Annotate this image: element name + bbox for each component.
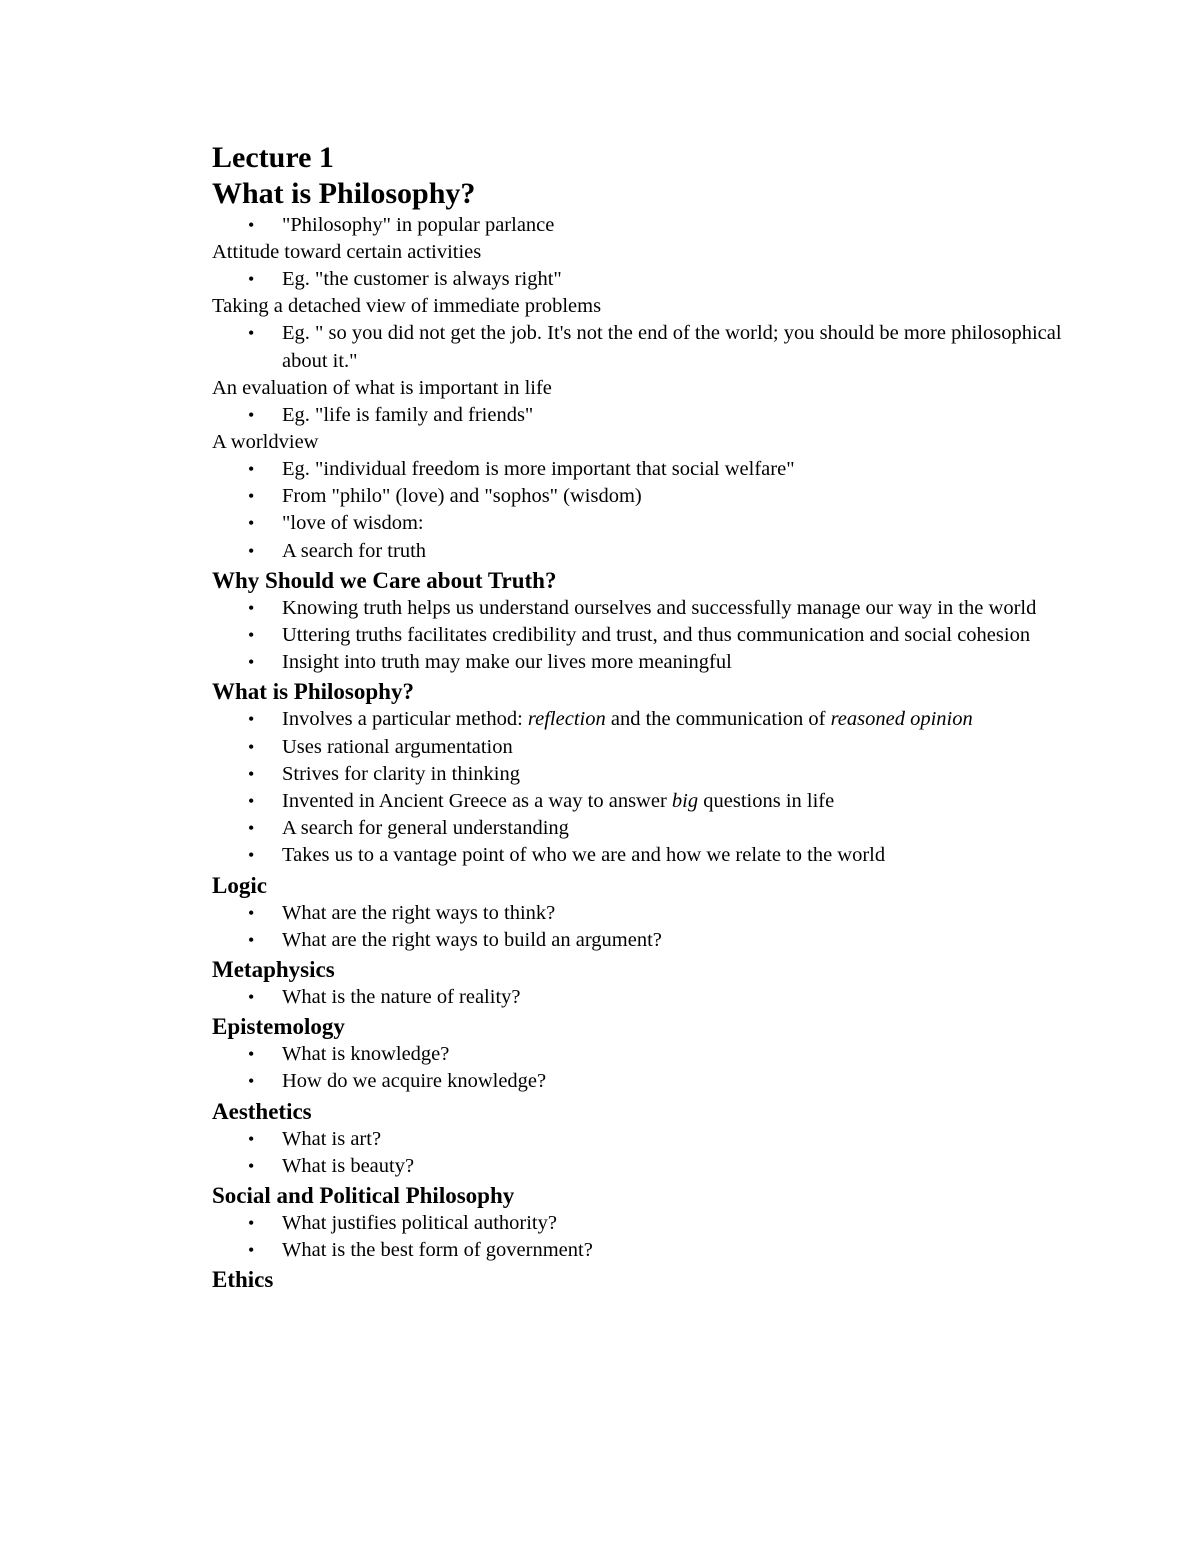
bullet-icon: • xyxy=(248,459,255,480)
bullet-icon: • xyxy=(248,1071,255,1092)
section-heading-ethics: Ethics xyxy=(212,1267,274,1293)
bullet-icon: • xyxy=(248,404,255,425)
bullet-icon: • xyxy=(248,763,255,784)
bullet-icon: • xyxy=(248,540,255,561)
section-heading-epistemology: Epistemology xyxy=(212,1014,345,1040)
bullet-icon: • xyxy=(248,269,255,290)
bullet-icon: • xyxy=(248,987,255,1008)
bullet-icon: • xyxy=(248,625,255,646)
section-heading-logic: Logic xyxy=(212,872,267,898)
list-item: • Eg. " so you did not get the job. It's not the end of the world; you should be more philosophical about it." xyxy=(248,322,1062,372)
bullet-icon: • xyxy=(248,597,255,618)
section-heading-aesthetics: Aesthetics xyxy=(212,1098,312,1124)
bullet-icon: • xyxy=(248,652,255,673)
list-item: • Knowing truth helps us understand ourselves and successfully manage our way in the world xyxy=(212,595,1072,622)
bullet-icon: • xyxy=(248,818,255,839)
intro-list-1 xyxy=(212,212,1072,239)
truth-list xyxy=(212,595,1072,677)
list-item: • How do we acquire knowledge? xyxy=(212,1068,1072,1095)
list-item: • Eg. "life is family and friends" xyxy=(212,402,1072,429)
metaphysics-list xyxy=(212,984,1072,1011)
social-list xyxy=(212,1210,1072,1264)
list-item: • "love of wisdom: xyxy=(212,510,1072,537)
intro-list-3 xyxy=(212,320,1072,374)
epistemology-list xyxy=(212,1041,1072,1095)
list-item: • Involves a particular method: reflection and the communication of reasoned opinion xyxy=(212,706,1072,733)
bullet-icon: • xyxy=(248,1240,255,1261)
list-item: • What is the best form of government? xyxy=(212,1237,1072,1264)
list-item: • What is the nature of reality? xyxy=(212,984,1072,1011)
bullet-icon: • xyxy=(248,486,255,507)
intro-paragraph: An evaluation of what is important in life xyxy=(212,376,552,399)
section-heading-philosophy: What is Philosophy? xyxy=(212,679,414,705)
intro-list-2 xyxy=(212,266,1072,293)
lecture-title: Lecture 1 xyxy=(212,141,334,174)
list-item: • Eg. "the customer is always right" xyxy=(212,266,1072,293)
bullet-icon: • xyxy=(248,323,255,344)
section-heading-truth: Why Should we Care about Truth? xyxy=(212,567,557,593)
list-item: • Uses rational argumentation xyxy=(212,734,1072,761)
page-title: What is Philosophy? xyxy=(212,177,476,210)
list-item: • From "philo" (love) and "sophos" (wisdom) xyxy=(212,483,1072,510)
list-item: • A search for general understanding xyxy=(212,815,1072,842)
bullet-icon: • xyxy=(248,1213,255,1234)
list-item: • What justifies political authority? xyxy=(212,1210,1072,1237)
list-item: • Uttering truths facilitates credibility and trust, and thus communication and social cohesion xyxy=(212,622,1072,649)
bullet-icon: • xyxy=(248,1155,255,1176)
list-item: • Insight into truth may make our lives more meaningful xyxy=(212,649,1072,676)
bullet-icon: • xyxy=(248,845,255,866)
bullet-icon: • xyxy=(248,929,255,950)
list-item: • Takes us to a vantage point of who we are and how we relate to the world xyxy=(212,842,1072,869)
list-item: • "Philosophy" in popular parlance xyxy=(212,212,1072,239)
bullet-icon: • xyxy=(248,902,255,923)
list-item: • Invented in Ancient Greece as a way to answer big questions in life xyxy=(212,788,1072,815)
intro-list-4 xyxy=(212,402,1072,429)
bullet-icon: • xyxy=(248,513,255,534)
list-item: • What is art? xyxy=(212,1126,1072,1153)
list-item: • What is knowledge? xyxy=(212,1041,1072,1068)
intro-paragraph: A worldview xyxy=(212,431,319,454)
bullet-icon: • xyxy=(248,1044,255,1065)
bullet-icon: • xyxy=(248,1128,255,1149)
list-item: • What is beauty? xyxy=(212,1153,1072,1180)
section-heading-social-political: Social and Political Philosophy xyxy=(212,1183,515,1209)
bullet-icon: • xyxy=(248,709,255,730)
logic-list xyxy=(212,900,1072,954)
intro-paragraph: Taking a detached view of immediate problems xyxy=(212,295,602,318)
list-item: • Strives for clarity in thinking xyxy=(212,761,1072,788)
bullet-icon: • xyxy=(248,215,255,235)
document-page xyxy=(212,140,1072,1294)
method-list xyxy=(212,706,1072,869)
list-item: • Eg. "individual freedom is more important that social welfare" xyxy=(212,456,1072,483)
list-item: • A search for truth xyxy=(212,538,1072,565)
section-heading-metaphysics: Metaphysics xyxy=(212,957,335,983)
aesthetics-list xyxy=(212,1126,1072,1180)
list-item: • What are the right ways to think? xyxy=(212,900,1072,927)
bullet-icon: • xyxy=(248,791,255,812)
intro-paragraph: Attitude toward certain activities xyxy=(212,241,482,264)
list-item: • What are the right ways to build an argument? xyxy=(212,927,1072,954)
bullet-icon: • xyxy=(248,736,255,757)
intro-list-5 xyxy=(212,456,1072,565)
